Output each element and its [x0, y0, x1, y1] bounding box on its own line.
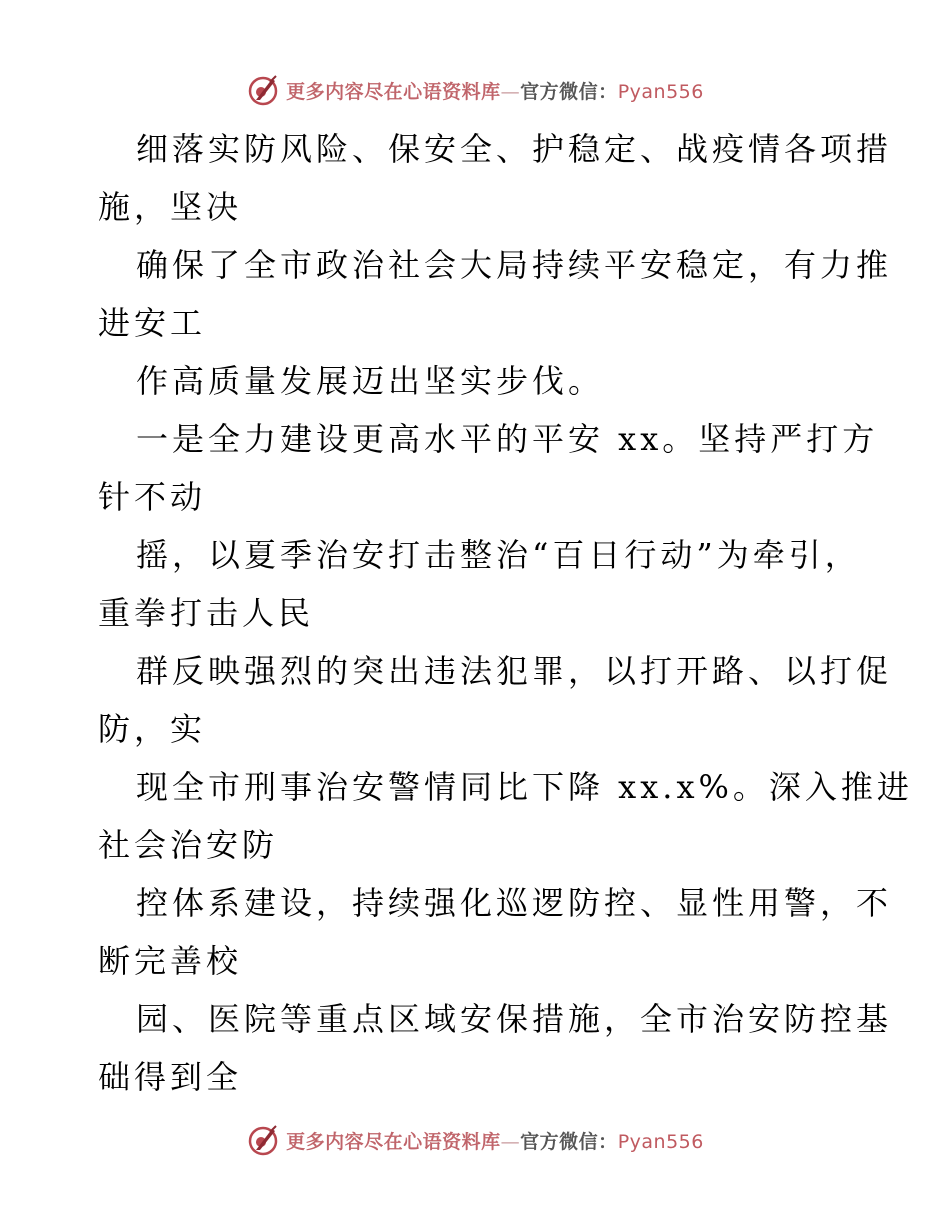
text-line: 细落实防风险、保安全、护稳定、战疫情各项措	[136, 130, 893, 168]
watermark-brand-text: 更多内容尽在心语资料库	[286, 80, 501, 103]
watermark-wechat-label: 官方微信：	[520, 1130, 618, 1153]
quill-pen-circle-icon	[246, 73, 280, 107]
text-line: 社会治安防	[98, 826, 279, 864]
text-line: 施，坚决	[98, 188, 243, 226]
text-line: 控体系建设，持续强化巡逻防控、显性用警，不	[136, 884, 893, 922]
text-line: 础得到全	[98, 1058, 243, 1096]
text-line: 群反映强烈的突出违法犯罪，以打开路、以打促	[136, 652, 893, 690]
text-line: 重拳打击人民	[98, 594, 315, 632]
document-body	[98, 120, 913, 1106]
watermark-wechat-id: Pyan556	[617, 80, 704, 103]
quill-pen-circle-icon	[246, 1123, 280, 1157]
text-line: 作高质量发展迈出坚实步伐。	[136, 362, 605, 400]
watermark-wechat-label: 官方微信：	[520, 80, 618, 103]
text-line: 摇，以夏季治安打击整治“百日行动”为牵引，	[136, 536, 861, 574]
text-line: 进安工	[98, 304, 207, 342]
text-line: 一是全力建设更高水平的平安 xx。坚持严打方	[136, 420, 879, 458]
watermark-wechat-id: Pyan556	[617, 1130, 704, 1153]
text-line: 确保了全市政治社会大局持续平安稳定，有力推	[136, 246, 893, 284]
footer-watermark	[0, 1120, 950, 1160]
text-line: 针不动	[98, 478, 207, 516]
watermark-dash: —	[500, 80, 521, 103]
text-line: 防，实	[98, 710, 207, 748]
watermark-dash: —	[500, 1130, 521, 1153]
text-line: 断完善校	[98, 942, 243, 980]
text-line: 现全市刑事治安警情同比下降 xx.x%。深入推进	[136, 768, 913, 806]
header-watermark	[0, 70, 950, 110]
text-line: 园、医院等重点区域安保措施，全市治安防控基	[136, 1000, 893, 1038]
watermark-brand-text: 更多内容尽在心语资料库	[286, 1130, 501, 1153]
